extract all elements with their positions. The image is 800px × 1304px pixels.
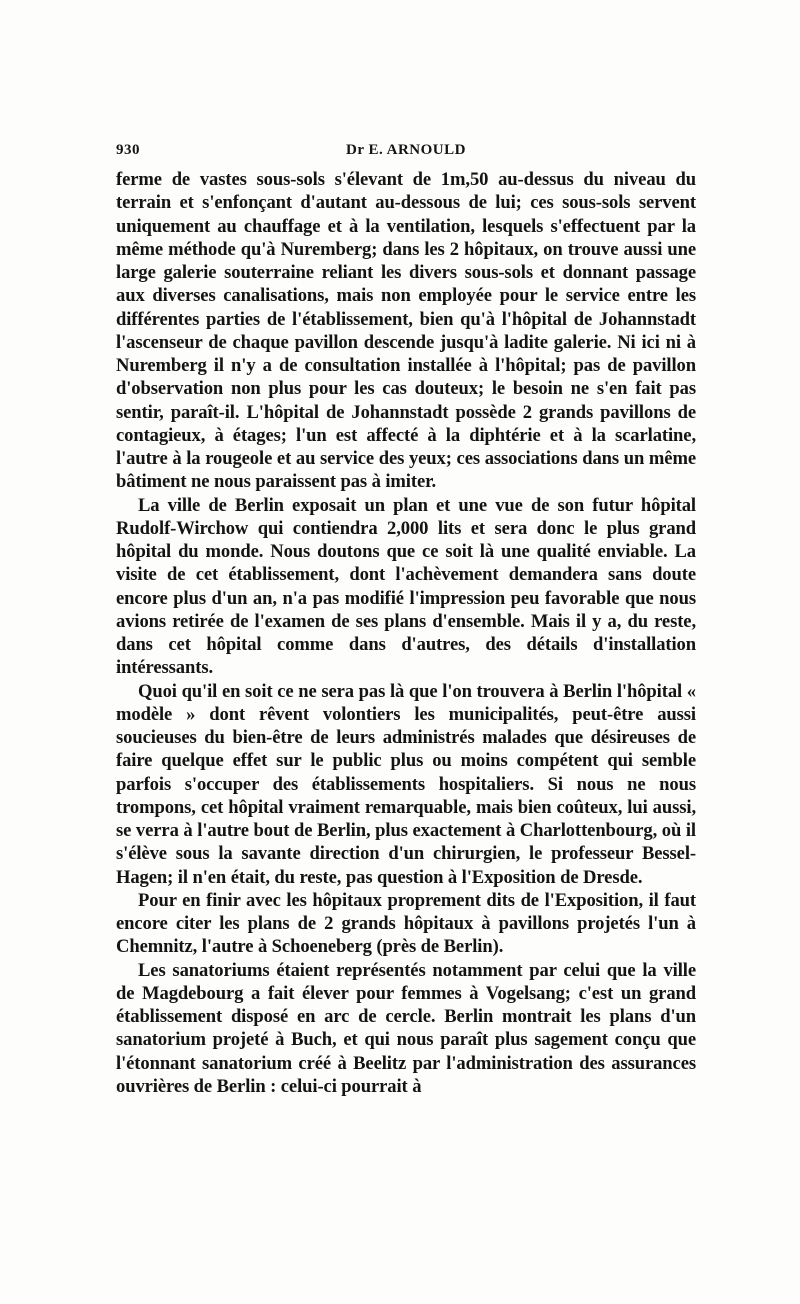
paragraph: Pour en finir avec les hôpitaux proprement dits de l'Exposition, il faut encore citer les plans de 2 grands hôpitaux à pavillons projetés l'un à Chemnitz, l'autre à Schoeneberg (près de Berlin). — [116, 889, 696, 958]
paragraph: ferme de vastes sous-sols s'élevant de 1m,50 au-dessus du niveau du terrain et s'enfonçant d'autant au-dessous de lui; ces sous-sols servent uniquement au chauffage et à la ventilation, lesquels s'effectuent par la même méthode qu'à Nuremberg; dans les 2 hôpitaux, on trouve aussi une large galerie souterraine reliant les divers sous-sols et donnant passage aux diverses canalisations, mais non employée pour le service entre les différentes parties de l'établissement, bien qu'à l'hôpital de Johannstadt l'ascenseur de chaque pavillon descende jusqu'à ladite galerie. Ni ici ni à Nuremberg il n'y a de consultation installée à l'hôpital; pas de pavillon d'observation non plus pour les cas douteux; le besoin ne s'en fait pas sentir, paraît-il. L'hôpital de Johannstadt possède 2 grands pavillons de contagieux, à étages; l'un est affecté à la diphtérie et à la scarlatine, l'autre à la rougeole et au service des yeux; ces associations dans un même bâtiment ne nous paraissent pas à imiter. — [116, 169, 696, 493]
paragraph: Quoi qu'il en soit ce ne sera pas là que l'on trouvera à Berlin l'hôpital « modèle » dont rêvent volontiers les municipalités, peut-être aussi soucieuses du bien-être de leurs administrés malades que désireuses de faire quelque effet sur le public plus ou moins compétent qui semble parfois s'occuper des établissements hospitaliers. Si nous ne nous trompons, cet hôpital vraiment remarquable, mais bien coûteux, lui aussi, se verra à l'autre bout de Berlin, plus exactement à Charlottenbourg, où il s'élève sous la savante direction d'un chirurgien, le professeur Bessel-Hagen; il n'en était, du reste, pas question à l'Exposition de Dresde. — [116, 680, 696, 888]
page-number: 930 — [116, 142, 140, 158]
paragraph: Les sanatoriums étaient représentés notamment par celui que la ville de Magdebourg a fait élever pour femmes à Vogelsang; c'est un grand établissement disposé en arc de cercle. Berlin montrait les plans d'un sanatorium projeté à Buch, et qui nous paraît plus sagement conçu que l'étonnant sanatorium créé à Beelitz par l'administration des assurances ouvrières de Berlin : celui-ci pourrait à — [116, 959, 696, 1097]
page-header — [116, 142, 696, 164]
page-body — [116, 168, 696, 1098]
running-head: Dr E. ARNOULD — [346, 142, 466, 158]
paragraph: La ville de Berlin exposait un plan et une vue de son futur hôpital Rudolf-Wirchow qui contiendra 2,000 lits et sera donc le plus grand hôpital du monde. Nous doutons que ce soit là une qualité enviable. La visite de cet établissement, dont l'achèvement demandera sans doute encore plus d'un an, n'a pas modifié l'impression peu favorable que nous avions retirée de l'examen de ses plans d'ensemble. Mais il y a, du reste, dans cet hôpital comme dans d'autres, des détails d'installation intéressants. — [116, 494, 696, 679]
